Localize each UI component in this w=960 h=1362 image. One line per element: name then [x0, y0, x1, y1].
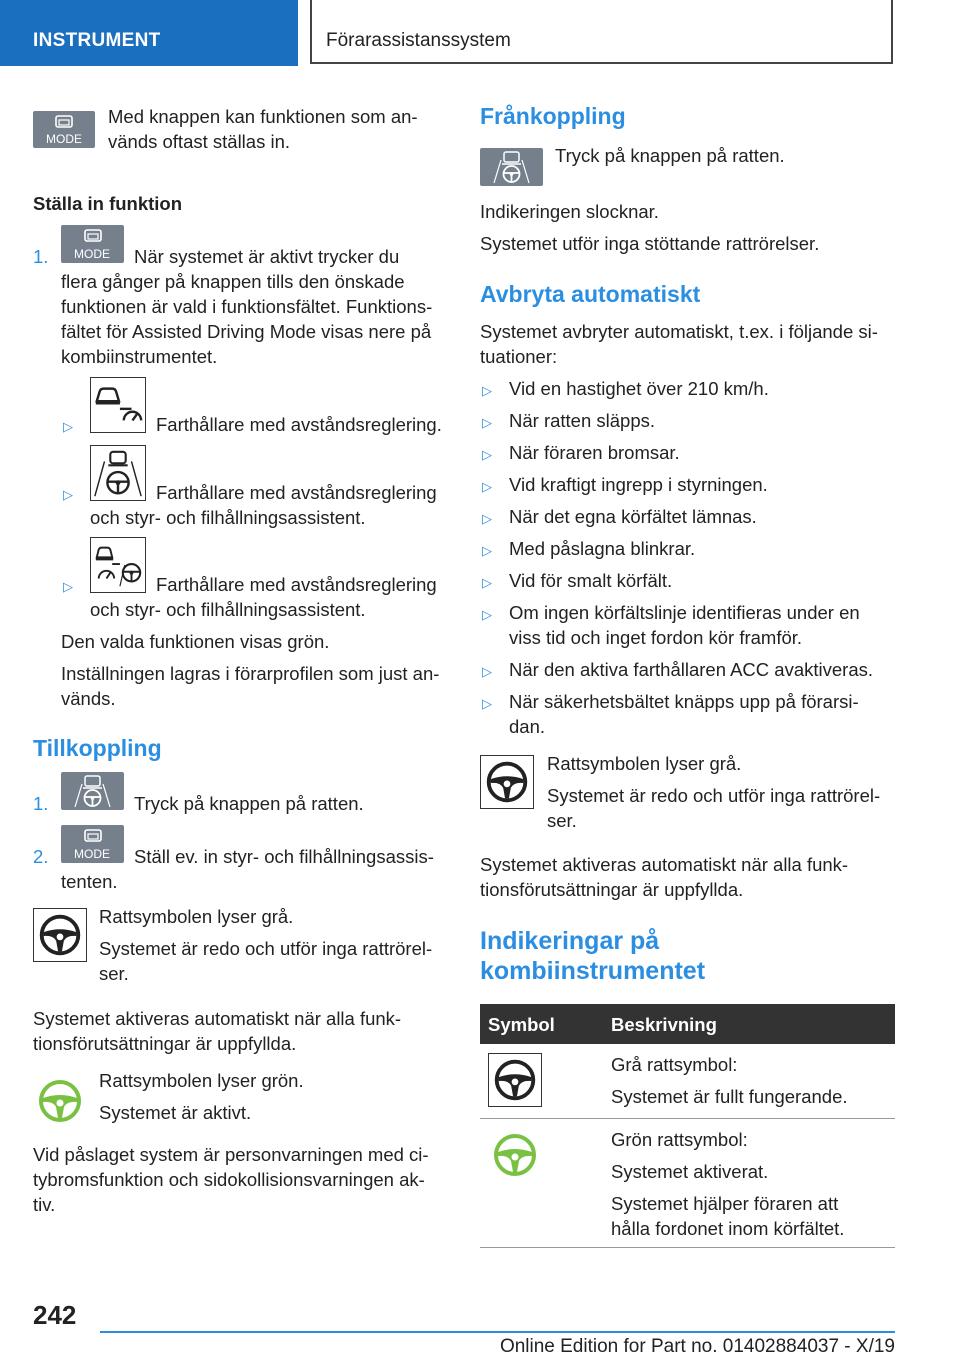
triangle-bullet-icon: ▷ [63, 487, 73, 502]
acc-steering-icon [90, 445, 146, 501]
tillkoppling-step-2-line-2: tenten. [61, 871, 118, 892]
triangle-bullet-icon: ▷ [63, 419, 73, 434]
grey-symbol-text: Rattsymbolen lyser grå. [547, 753, 742, 774]
mode-button-icon [61, 225, 124, 263]
steering-wheel-grey-icon [480, 755, 534, 809]
triangle-bullet-icon: ▷ [482, 447, 492, 462]
frankoppling-heading: Frånkoppling [480, 103, 626, 129]
grey-ready-line-1: Systemet är redo och utför inga rattrörel- [99, 938, 433, 959]
triangle-bullet-icon: ▷ [482, 607, 492, 622]
stored-profile-line-1: Inställningen lagras i förarprofilen som just an- [61, 663, 440, 684]
avbryta-intro-line-2: tuationer: [480, 346, 558, 367]
bullet-2-line-1: Farthållare med avståndsreglering [156, 482, 437, 503]
green-active-text: Systemet är aktivt. [99, 1102, 252, 1123]
list-item: När den aktiva farthållaren ACC avaktiveras. [509, 659, 874, 680]
auto-activate-line-2: tionsförutsättningar är uppfyllda. [480, 879, 744, 900]
step-1-line-2: flera gånger på knappen tills den önskade [61, 271, 405, 292]
list-item: Vid kraftigt ingrepp i styrningen. [509, 474, 768, 495]
frankoppling-press-text: Tryck på knappen på ratten. [555, 145, 785, 166]
intro-line-1: Med knappen kan funktionen som an- [108, 106, 418, 127]
page-number: 242 [33, 1300, 77, 1330]
steering-assist-button-icon [61, 772, 124, 810]
avbryta-heading: Avbryta automatiskt [480, 281, 701, 307]
indikeringar-heading-line-1: Indikeringar på [480, 927, 660, 955]
table-header [480, 1004, 895, 1044]
intro-line-2: vänds oftast ställas in. [108, 131, 291, 152]
list-item: När det egna körfältet lämnas. [509, 506, 757, 527]
table-divider [480, 1247, 895, 1248]
triangle-bullet-icon: ▷ [63, 579, 73, 594]
green-symbol-text: Rattsymbolen lyser grön. [99, 1070, 304, 1091]
triangle-bullet-icon: ▷ [482, 479, 492, 494]
bullet-2-line-2: och styr- och filhållningsassistent. [90, 507, 366, 528]
mode-button-icon [61, 825, 124, 863]
grey-ready-line-1: Systemet är redo och utför inga rattrörel- [547, 785, 881, 806]
triangle-bullet-icon: ▷ [482, 696, 492, 711]
auto-activate-line-2: tionsförutsättningar är uppfyllda. [33, 1033, 297, 1054]
stored-profile-line-2: vänds. [61, 688, 116, 709]
acc-distance-icon [90, 377, 146, 433]
tillkoppling-heading: Tillkoppling [33, 735, 162, 761]
table-row-1-line-1: Grå rattsymbol: [611, 1054, 738, 1075]
list-item-cont: viss tid och inget fordon kör framför. [509, 627, 803, 648]
step-1-line-4: fältet för Assisted Driving Mode visas nere på [61, 321, 432, 342]
selected-shown-green-text: Den valda funktionen visas grön. [61, 631, 330, 652]
section-label: INSTRUMENT [33, 30, 161, 51]
table-divider [480, 1118, 895, 1119]
triangle-bullet-icon: ▷ [482, 511, 492, 526]
svg-text:MODE: MODE [46, 132, 82, 146]
steering-wheel-grey-icon [33, 908, 87, 962]
chapter-title: Förarassistanssystem [326, 30, 511, 51]
steering-wheel-green-icon [33, 1074, 87, 1128]
svg-text:MODE: MODE [74, 847, 110, 861]
bullet-1-line-1: Farthållare med avståndsreglering. [156, 414, 442, 435]
list-item: När säkerhetsbältet knäpps upp på förarsi- [509, 691, 859, 712]
table-row-2-line-1: Grön rattsymbol: [611, 1129, 748, 1150]
steering-assist-button-icon [480, 148, 543, 186]
warning-line-2: tybromsfunktion och sidokollisionsvarningen ak- [33, 1169, 425, 1190]
bullet-3-line-2: och styr- och filhållningsassistent. [90, 599, 366, 620]
avbryta-intro-line-1: Systemet avbryter automatiskt, t.ex. i följande si- [480, 321, 878, 342]
triangle-bullet-icon: ▷ [482, 543, 492, 558]
no-steering-text: Systemet utför inga stöttande rattrörelser. [480, 233, 820, 254]
list-item: Om ingen körfältslinje identifieras under en [509, 602, 860, 623]
triangle-bullet-icon: ▷ [482, 575, 492, 590]
tillkoppling-step-1-text: Tryck på knappen på ratten. [134, 793, 364, 814]
tillkoppling-step-1-number: 1. [33, 793, 49, 814]
bullet-3-line-1: Farthållare med avståndsreglering [156, 574, 437, 595]
list-item: Med påslagna blinkrar. [509, 538, 696, 559]
tillkoppling-step-2-line-1: Ställ ev. in styr- och filhållningsassis- [134, 846, 434, 867]
list-item: När ratten släpps. [509, 410, 656, 431]
step-1-line-1: När systemet är aktivt trycker du [134, 246, 400, 267]
column-header-description: Beskrivning [611, 1014, 717, 1035]
indicator-off-text: Indikeringen slocknar. [480, 201, 659, 222]
step-1-line-3: funktionen är vald i funktionsfältet. Funktions- [61, 296, 433, 317]
warning-line-1: Vid påslaget system är personvarningen med ci- [33, 1144, 429, 1165]
triangle-bullet-icon: ▷ [482, 664, 492, 679]
triangle-bullet-icon: ▷ [482, 383, 492, 398]
step-1-line-5: kombiinstrumentet. [61, 346, 218, 367]
set-function-heading: Ställa in funktion [33, 193, 183, 214]
footer-rule [100, 1331, 895, 1333]
table-row-2-line-3: Systemet hjälper föraren att [611, 1193, 839, 1214]
edition-text: Online Edition for Part no. 01402884037 - X/19 [499, 1336, 895, 1357]
chapter-tab [310, 0, 893, 64]
acc-steering-distance-icon [90, 537, 146, 593]
mode-button-icon [33, 111, 95, 148]
list-item: När föraren bromsar. [509, 442, 680, 463]
indikeringar-heading-line-2: kombiinstrumentet [480, 957, 706, 985]
grey-symbol-text: Rattsymbolen lyser grå. [99, 906, 294, 927]
triangle-bullet-icon: ▷ [482, 415, 492, 430]
column-header-symbol: Symbol [488, 1014, 555, 1035]
list-item: Vid för smalt körfält. [509, 570, 673, 591]
auto-activate-line-1: Systemet aktiveras automatiskt när alla funk- [33, 1008, 402, 1029]
list-item: Vid en hastighet över 210 km/h. [509, 378, 769, 399]
list-item-cont: dan. [509, 716, 546, 737]
tillkoppling-step-2-number: 2. [33, 846, 49, 867]
auto-activate-line-1: Systemet aktiveras automatiskt när alla funk- [480, 854, 849, 875]
grey-ready-line-2: ser. [99, 963, 129, 984]
steering-wheel-grey-icon [488, 1053, 542, 1107]
table-row-2-line-2: Systemet aktiverat. [611, 1161, 769, 1182]
section-tab [0, 0, 298, 66]
steering-wheel-green-icon [488, 1128, 542, 1182]
step-1-number: 1. [33, 246, 49, 267]
table-row-2-line-4: hålla fordonet inom körfältet. [611, 1218, 845, 1239]
grey-ready-line-2: ser. [547, 810, 577, 831]
warning-line-3: tiv. [33, 1194, 56, 1215]
svg-text:MODE: MODE [74, 247, 110, 261]
table-row-1-line-2: Systemet är fullt fungerande. [611, 1086, 848, 1107]
page-header [0, 0, 960, 66]
